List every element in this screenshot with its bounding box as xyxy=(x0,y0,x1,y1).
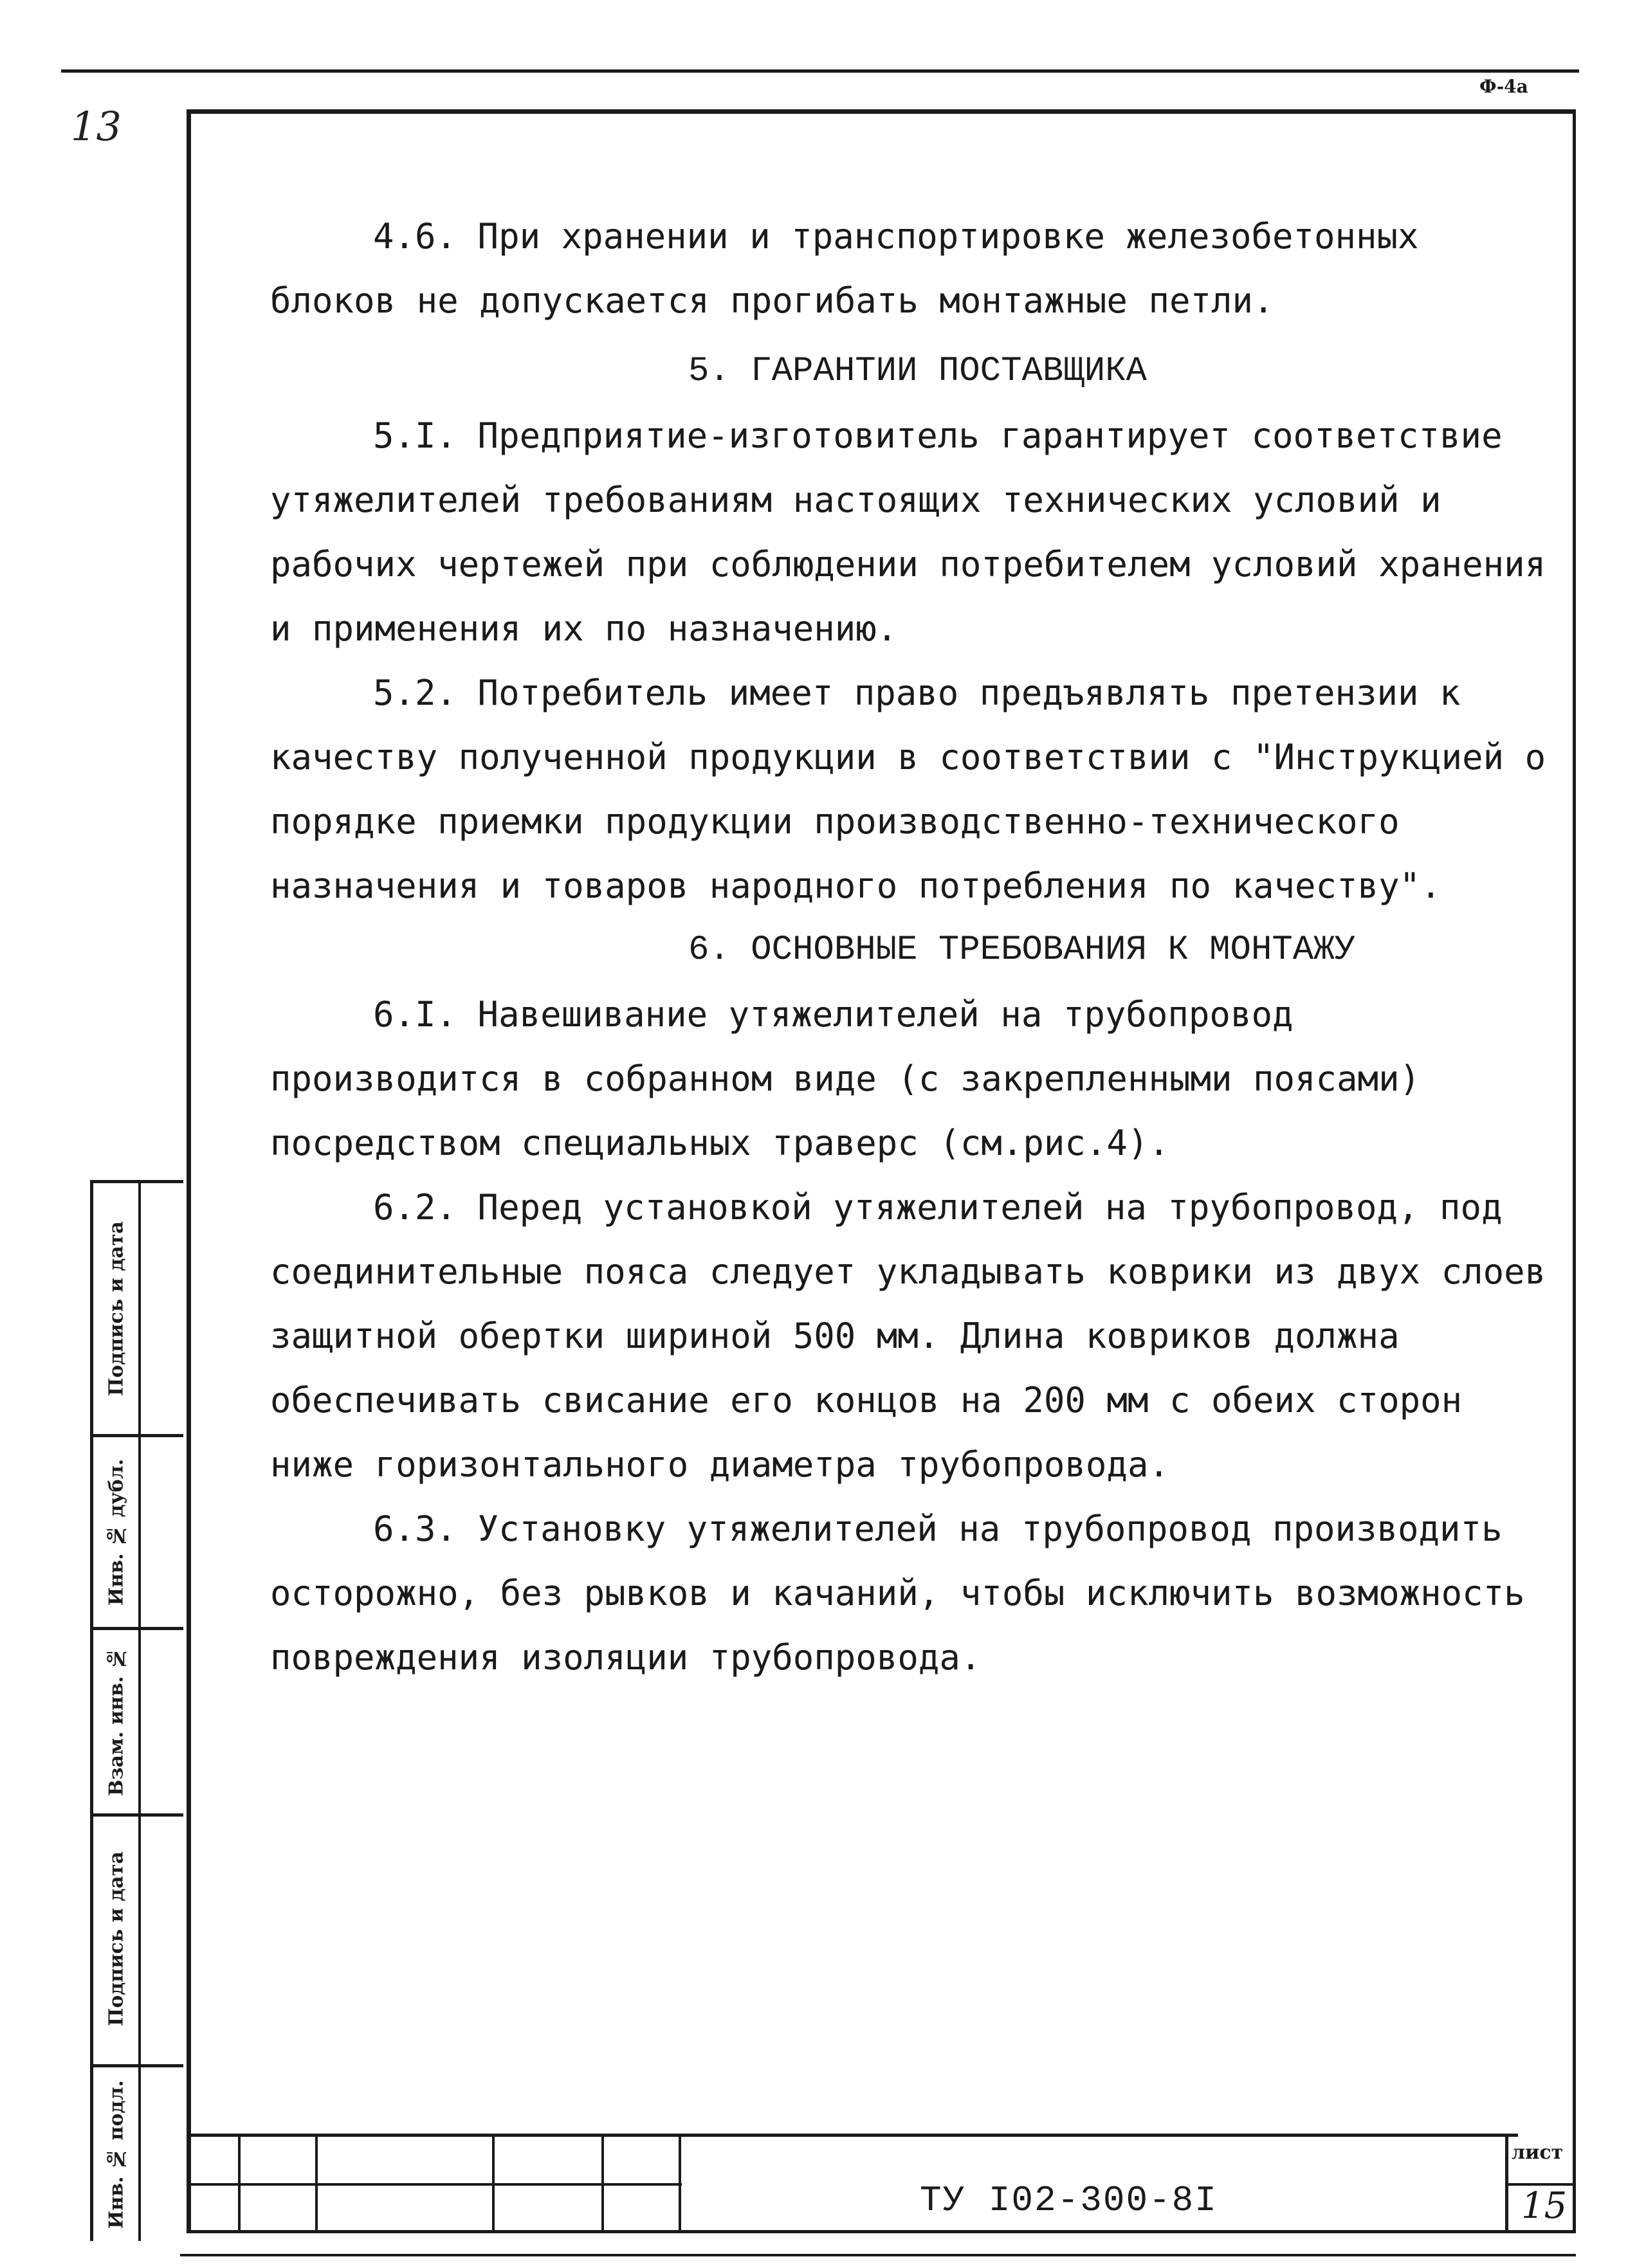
title-block-cell-divider xyxy=(315,2134,318,2233)
bottom-border-rule xyxy=(180,2254,1576,2256)
paragraph-5-2: 5.2. Потребитель имеет право предъявлять претензии к качеству полученной продукции в соответствии с "Инструкцией о порядке приемки продукции производственно-технического назначения и товаров народного потребления по качеству". xyxy=(270,673,1546,906)
title-block-cell-divider xyxy=(601,2134,604,2233)
title-block-top-rule xyxy=(187,2134,1518,2137)
top-border-rule xyxy=(61,69,1579,73)
title-block-bottom-rule xyxy=(187,2230,1576,2233)
original-inv-label: Инв. № подл. xyxy=(105,2080,128,2229)
signature-date-label-1: Подпись и дата xyxy=(105,1221,128,1396)
section-5-heading: 5. ГАРАНТИИ ПОСТАВЩИКА xyxy=(688,352,1147,391)
title-block-cell-divider xyxy=(492,2134,495,2233)
side-stamp-divider-vertical xyxy=(138,1183,141,2241)
handwritten-page-number: 13 xyxy=(71,103,122,150)
paragraph-5-1: 5.I. Предприятие-изготовитель гарантирует соответствие утяжелителей требованиям настоящих технических условий и рабочих чертежей при соблюдении потребителем условий хранения и применения их по назначению. xyxy=(270,415,1546,649)
sheet-number: 15 xyxy=(1521,2185,1568,2227)
sheet-label: лист xyxy=(1512,2141,1564,2164)
paragraph-6-2: 6.2. Перед установкой утяжелителей на трубопровод, под соединительные пояса следует укладывать коврики из двух слоев защитной обертки шириной 500 мм. Длина ковриков должна обеспечивать свисание его концов на 200 мм с обеих сторон ниже горизонтального диаметра трубопровода. xyxy=(270,1187,1546,1485)
section-6-heading: 6. ОСНОВНЫЕ ТРЕБОВАНИЯ К МОНТАЖУ xyxy=(688,930,1355,970)
paragraph-6-3: 6.3. Установку утяжелителей на трубопровод производить осторожно, без рывков и качаний, чтобы исключить возможность повреждения изоляции трубопровода. xyxy=(270,1509,1525,1678)
title-block-cell-divider xyxy=(679,2134,681,2233)
title-block-cell-divider xyxy=(238,2134,241,2233)
signature-date-label-2: Подпись и дата xyxy=(105,1851,128,2026)
title-block-mid-rule xyxy=(187,2183,682,2186)
document-code: ТУ I02-300-8I xyxy=(920,2180,1218,2221)
side-stamp xyxy=(90,1180,183,2241)
document-body xyxy=(270,204,1550,1690)
paragraph-4-6: 4.6. При хранении и транспортировке железобетонных блоков не допускается прогибать монтажные петли. xyxy=(270,216,1419,321)
duplicate-inv-label: Инв. № дубл. xyxy=(105,1458,128,1606)
paragraph-6-1: 6.I. Навешивание утяжелителей на трубопровод производится в собранном виде (с закрепленными поясами) посредством специальных траверс (см.рис.4). xyxy=(270,994,1421,1163)
form-code: Ф-4а xyxy=(1479,76,1528,97)
replace-inv-label: Взам. инв. № xyxy=(105,1647,128,1797)
